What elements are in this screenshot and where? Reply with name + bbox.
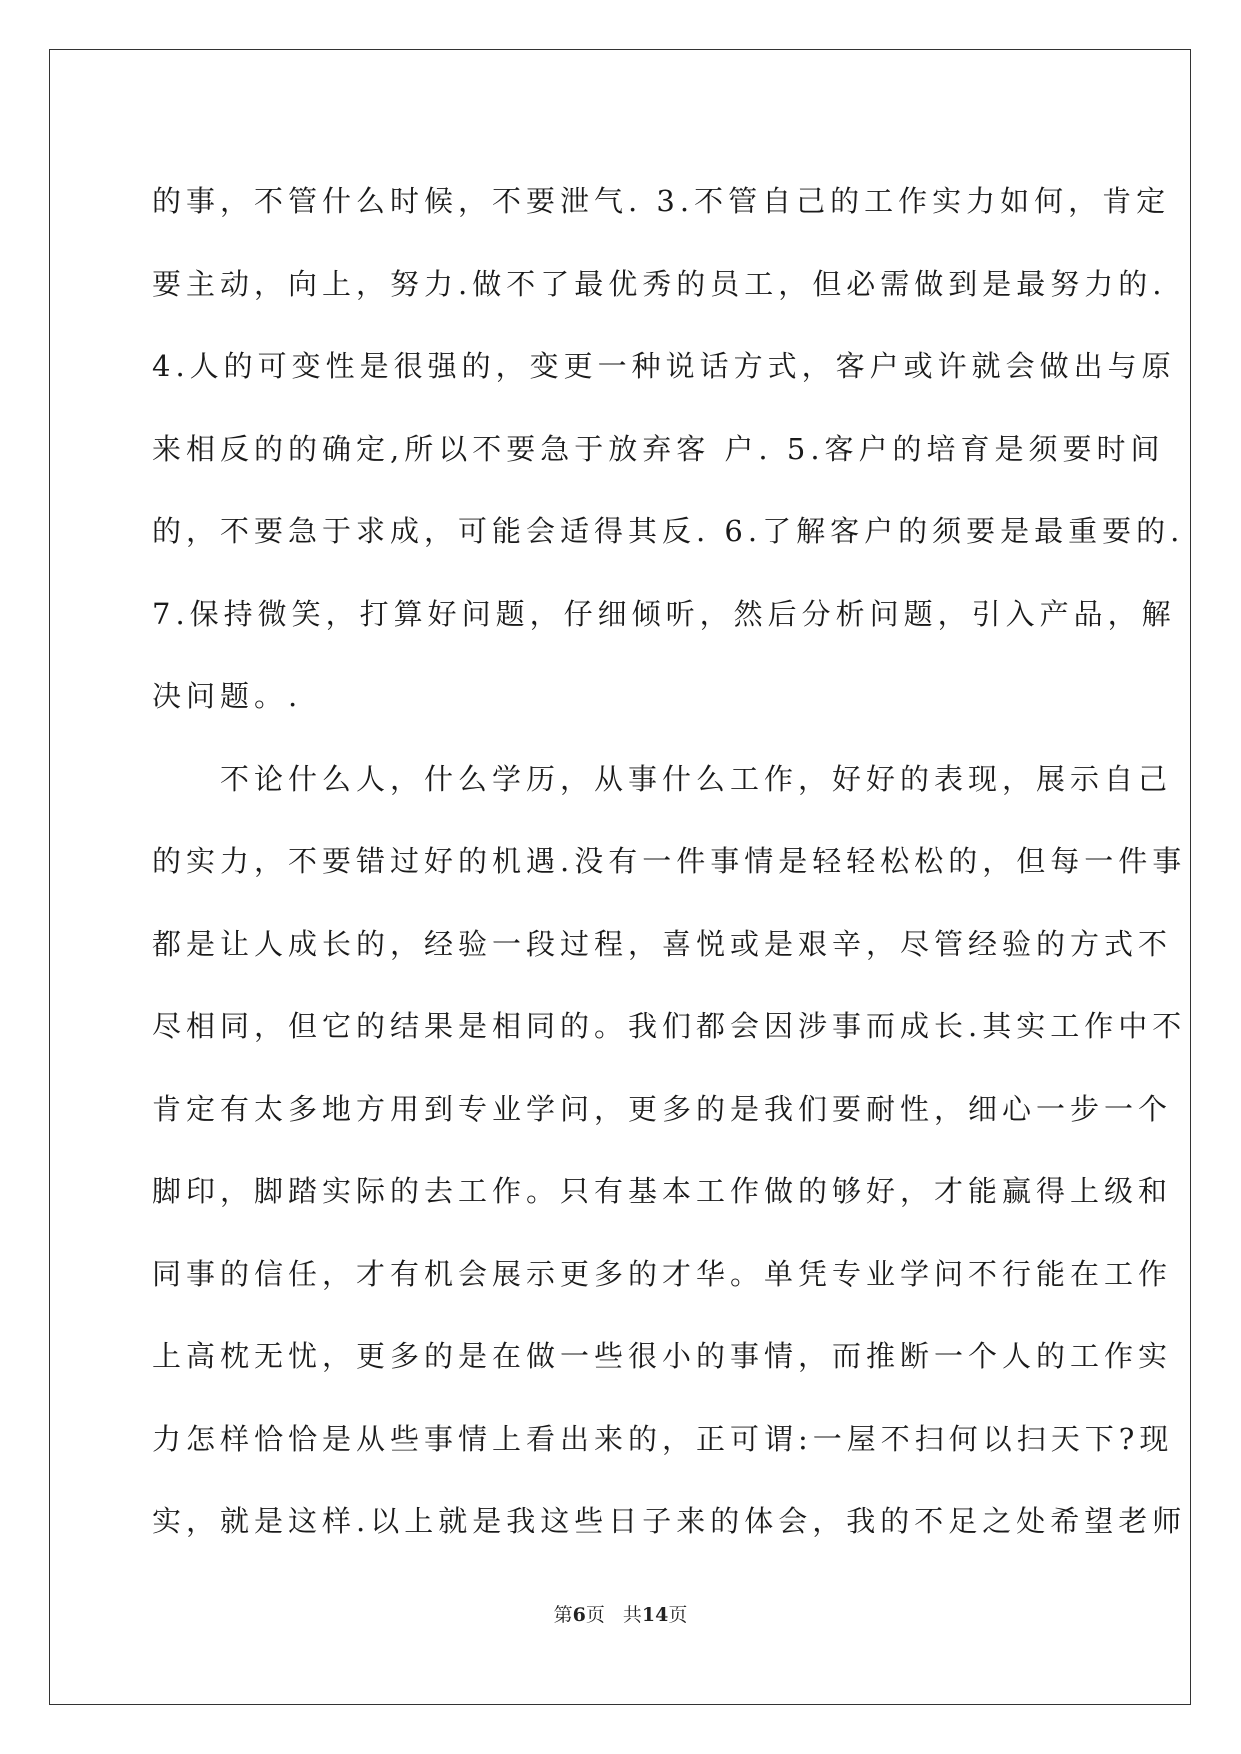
text-line: 脚印，脚踏实际的去工作。只有基本工作做的够好，才能赢得上级和 xyxy=(152,1174,1173,1208)
text-line: 都是让人成长的，经验一段过程，喜悦或是艰辛，尽管经验的方式不 xyxy=(152,926,1173,961)
text-line: 来相反的的确定,所以不要急于放弃客 户. 5.客户的培育是须要时间 xyxy=(152,431,1165,466)
page-suffix: 页 xyxy=(585,1604,605,1626)
text-line: 实，就是这样.以上就是我这些日子来的体会，我的不足之处希望老师 xyxy=(152,1504,1187,1538)
total-pages: 14 xyxy=(641,1604,669,1626)
text-line: 的事，不管什么时候，不要泄气. 3.不管自己的工作实力如何，肯定 xyxy=(152,184,1171,218)
text-line: 尽相同，但它的结果是相同的。我们都会因涉事而成长.其实工作中不 xyxy=(152,1009,1187,1043)
text-line: 力怎样恰恰是从些事情上看出来的，正可谓:一屋不扫何以扫天下?现 xyxy=(152,1421,1174,1456)
text-line: 同事的信任，才有机会展示更多的才华。单凭专业学问不行能在工作 xyxy=(152,1256,1173,1291)
page-prefix: 第 xyxy=(553,1604,573,1626)
text-line: 上高枕无忧，更多的是在做一些很小的事情，而推断一个人的工作实 xyxy=(152,1339,1173,1373)
text-line: 7.保持微笑，打算好问题，仔细倾听，然后分析问题，引入产品，解 xyxy=(152,596,1176,631)
text-line: 肯定有太多地方用到专业学问，更多的是我们要耐性，细心一步一个 xyxy=(152,1091,1173,1126)
total-prefix: 共 xyxy=(622,1604,642,1626)
page-footer xyxy=(0,1600,1241,1627)
text-line: 的实力，不要错过好的机遇.没有一件事情是轻轻松松的，但每一件事 xyxy=(152,844,1187,878)
text-line: 要主动，向上，努力.做不了最优秀的员工，但必需做到是最努力的. xyxy=(152,266,1167,301)
text-line: 不论什么人，什么学历，从事什么工作，好好的表现，展示自己 xyxy=(152,761,1173,796)
text-line: 4.人的可变性是很强的，变更一种说话方式，客户或许就会做出与原 xyxy=(152,349,1176,383)
text-line: 的，不要急于求成，可能会适得其反. 6.了解客户的须要是最重要的. xyxy=(152,514,1185,548)
page-number: 6 xyxy=(572,1604,586,1626)
document-body xyxy=(152,160,1187,1563)
total-suffix: 页 xyxy=(668,1604,688,1626)
text-line: 决问题。. xyxy=(152,679,303,713)
